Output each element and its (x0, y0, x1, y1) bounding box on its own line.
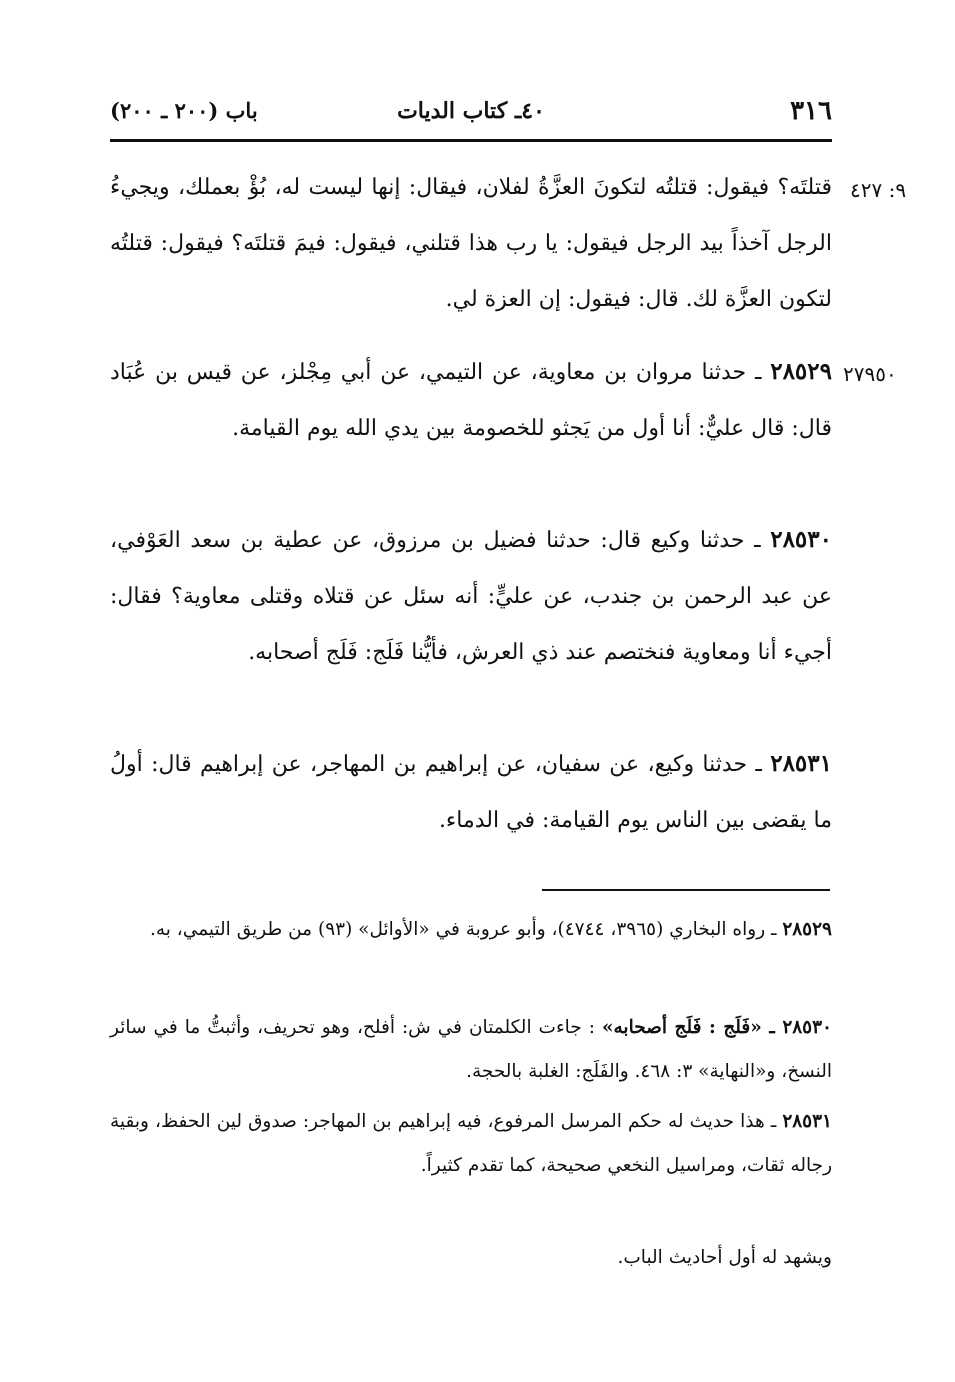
paragraph-text: قتلتَه؟ فيقول: قتلتُه لتكونَ العزَّةُ لفلان، فيقال: إنها ليست له، بُؤْ بعملك، ويجيءُ الرجل آخذاً بيد الرجل فيقول: يا رب هذا قتلني، فيقول: فيمَ قتلتَه؟ فيقول: قتلتُه لتكون العزَّة لك. قال: فيقول: إن العزة لي. (110, 175, 832, 312)
hadith-28531 (110, 736, 832, 849)
margin-ref-1: ٩: ٤٢٧ (850, 178, 907, 202)
footnote-number: ٢٨٥٣١ (782, 1111, 832, 1132)
margin-ref-2: ٢٧٩٥٠ (843, 362, 897, 386)
footnote-text: ـ رواه البخاري (٣٩٦٥، ٤٧٤٤)، وأبو عروبة في «الأوائل» (٩٣) من طريق التيمي، به. (149, 919, 783, 940)
footnote-text: ويشهد له أول أحاديث الباب. (617, 1247, 832, 1268)
hadith-28530 (110, 512, 832, 681)
footnote-28530 (110, 1006, 832, 1094)
footnote-text: ـ هذا حديث له حكم المرسل المرفوع، فيه إبراهيم بن المهاجر: صدوق لين الحفظ، وبقية رجاله ثقات، ومراسيل النخعي صحيحة، كما تقدم كثيراً. (110, 1111, 832, 1176)
page-header (110, 92, 832, 132)
hadith-number: ٢٨٥٢٩ (770, 358, 832, 385)
book-title: ٤٠ـ كتاب الديات (397, 98, 545, 124)
footnote-quoted-phrase: ـ «فَلَج : فَلَج أصحابه» (601, 1017, 783, 1038)
hadith-number: ٢٨٥٣٠ (770, 526, 832, 553)
footnote-28529 (110, 908, 832, 952)
hadith-28529 (110, 344, 832, 457)
page-number: ٣١٦ (790, 96, 832, 126)
footnote-number: ٢٨٥٢٩ (782, 919, 832, 940)
footnote-text: : جاءت الكلمتان في ش: أفلح، وهو تحريف، وأثبتُّ ما في سائر النسخ، و«النهاية» ٣: ٤٦٨. والفَلَج: الغلبة بالحجة. (110, 1017, 832, 1082)
paragraph-continuation (110, 160, 832, 328)
hadith-number: ٢٨٥٣١ (770, 750, 832, 777)
chapter-range: باب (٢٠٠ ـ ٢٠٠) (110, 98, 258, 123)
footnote-addendum (110, 1236, 832, 1280)
footnote-divider (542, 889, 830, 891)
hadith-text: ـ حدثنا مروان بن معاوية، عن التيمي، عن أبي مِجْلز، عن قيس بن عُبَاد قال: قال عليٌّ: أنا أول من يَجثو للخصومة بين يدي الله يوم القيامة. (110, 360, 832, 441)
footnote-28531 (110, 1100, 832, 1188)
hadith-text: ـ حدثنا وكيع قال: حدثنا فضيل بن مرزوق، عن عطية بن سعد العَوْفي، عن عبد الرحمن بن جندب، عن عليٍّ: أنه سئل عن قتلاه وقتلى معاوية؟ فقال: أجيء أنا ومعاوية فنختصم عند ذي العرش، فأيُّنا فَلَج: فَلَج أصحابه. (110, 528, 832, 665)
header-divider (110, 139, 832, 142)
footnote-number: ٢٨٥٣٠ (782, 1017, 832, 1038)
hadith-text: ـ حدثنا وكيع، عن سفيان، عن إبراهيم بن المهاجر، عن إبراهيم قال: أولُ ما يقضى بين الناس يوم القيامة: في الدماء. (110, 752, 832, 833)
